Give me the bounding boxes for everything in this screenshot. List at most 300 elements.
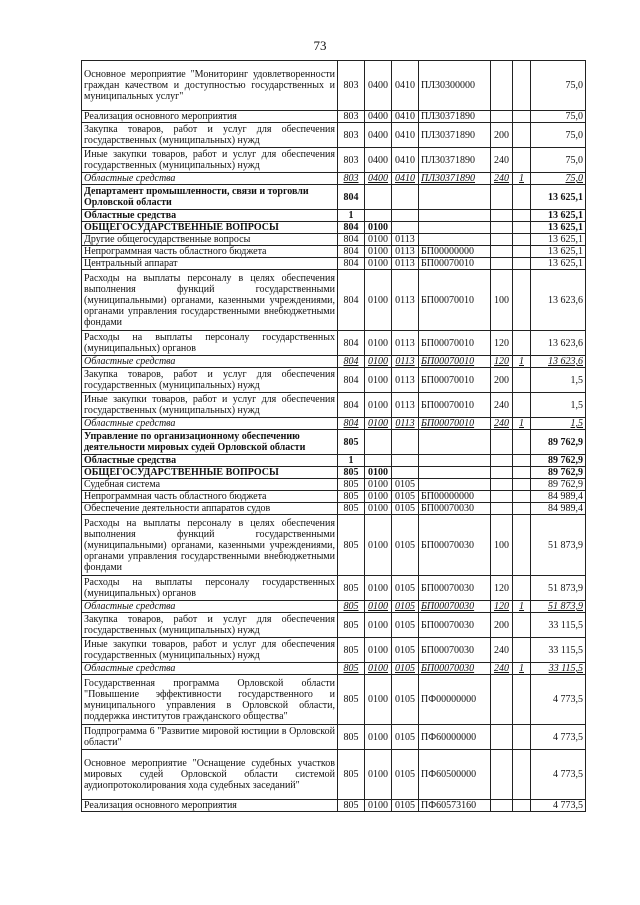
row-source-code bbox=[513, 725, 531, 750]
budget-table bbox=[81, 60, 586, 812]
table-row bbox=[82, 356, 586, 368]
row-grbs-code: 805 bbox=[338, 601, 365, 613]
table-row bbox=[82, 123, 586, 148]
row-amount: 89 762,9 bbox=[531, 467, 586, 479]
row-grbs-code: 804 bbox=[338, 234, 365, 246]
page-number: 73 bbox=[313, 38, 327, 53]
row-expense-type bbox=[491, 185, 513, 210]
row-name: Департамент промышленности, связи и торговли Орловской области bbox=[82, 185, 338, 210]
row-amount: 13 623,6 bbox=[531, 270, 586, 331]
row-source-code: 1 bbox=[513, 418, 531, 430]
table-row bbox=[82, 725, 586, 750]
row-grbs-code: 803 bbox=[338, 111, 365, 123]
row-section-code: 0100 bbox=[365, 503, 392, 515]
row-source-code bbox=[513, 111, 531, 123]
row-section-code: 0100 bbox=[365, 800, 392, 812]
table-row bbox=[82, 515, 586, 576]
row-grbs-code: 805 bbox=[338, 638, 365, 663]
row-section-code: 0100 bbox=[365, 638, 392, 663]
row-name: Иные закупки товаров, работ и услуг для обеспечения государственных (муниципальных) нужд bbox=[82, 638, 338, 663]
row-target-article: ПЛ30371890 bbox=[419, 148, 491, 173]
row-amount: 75,0 bbox=[531, 148, 586, 173]
row-source-code bbox=[513, 638, 531, 663]
row-section-code: 0100 bbox=[365, 663, 392, 675]
row-amount: 89 762,9 bbox=[531, 455, 586, 467]
row-grbs-code: 805 bbox=[338, 800, 365, 812]
row-source-code: 1 bbox=[513, 173, 531, 185]
row-grbs-code: 805 bbox=[338, 750, 365, 800]
table-row bbox=[82, 331, 586, 356]
row-source-code bbox=[513, 479, 531, 491]
row-name: Областные средства bbox=[82, 210, 338, 222]
row-subsection-code bbox=[392, 185, 419, 210]
row-source-code bbox=[513, 455, 531, 467]
table-row bbox=[82, 675, 586, 725]
row-name: Государственная программа Орловской области "Повышение эффективности государственного и муниципального управления в Орловской области, поддержка институтов гражданского общества" bbox=[82, 675, 338, 725]
table-row bbox=[82, 246, 586, 258]
row-grbs-code: 1 bbox=[338, 455, 365, 467]
row-subsection-code: 0105 bbox=[392, 800, 419, 812]
row-target-article: БП00070030 bbox=[419, 576, 491, 601]
row-amount: 1,5 bbox=[531, 368, 586, 393]
row-grbs-code: 803 bbox=[338, 61, 365, 111]
row-subsection-code: 0105 bbox=[392, 750, 419, 800]
row-expense-type: 200 bbox=[491, 613, 513, 638]
row-source-code bbox=[513, 148, 531, 173]
row-target-article: БП00070010 bbox=[419, 258, 491, 270]
row-grbs-code: 805 bbox=[338, 675, 365, 725]
row-name: Непрограммная часть областного бюджета bbox=[82, 246, 338, 258]
row-section-code: 0100 bbox=[365, 246, 392, 258]
row-amount: 75,0 bbox=[531, 111, 586, 123]
table-row bbox=[82, 800, 586, 812]
table-row bbox=[82, 479, 586, 491]
row-target-article: БП00070010 bbox=[419, 356, 491, 368]
row-amount: 4 773,5 bbox=[531, 750, 586, 800]
row-section-code: 0100 bbox=[365, 613, 392, 638]
table-row bbox=[82, 430, 586, 455]
row-expense-type bbox=[491, 222, 513, 234]
row-grbs-code: 804 bbox=[338, 258, 365, 270]
table-row bbox=[82, 613, 586, 638]
row-name: Областные средства bbox=[82, 601, 338, 613]
row-subsection-code: 0113 bbox=[392, 331, 419, 356]
row-expense-type bbox=[491, 467, 513, 479]
row-section-code bbox=[365, 455, 392, 467]
row-source-code bbox=[513, 800, 531, 812]
table-row bbox=[82, 173, 586, 185]
table-row bbox=[82, 455, 586, 467]
row-section-code: 0100 bbox=[365, 576, 392, 601]
row-subsection-code bbox=[392, 430, 419, 455]
row-expense-type bbox=[491, 258, 513, 270]
row-subsection-code: 0105 bbox=[392, 663, 419, 675]
row-target-article: БП00070030 bbox=[419, 503, 491, 515]
row-subsection-code: 0113 bbox=[392, 246, 419, 258]
row-amount: 13 625,1 bbox=[531, 246, 586, 258]
row-name: Непрограммная часть областного бюджета bbox=[82, 491, 338, 503]
table-row bbox=[82, 61, 586, 111]
row-name: Подпрограмма 6 "Развитие мировой юстиции в Орловской области" bbox=[82, 725, 338, 750]
row-expense-type bbox=[491, 430, 513, 455]
row-target-article: БП00070010 bbox=[419, 418, 491, 430]
row-target-article bbox=[419, 210, 491, 222]
row-subsection-code: 0113 bbox=[392, 418, 419, 430]
row-section-code bbox=[365, 430, 392, 455]
row-amount: 13 625,1 bbox=[531, 234, 586, 246]
row-expense-type: 120 bbox=[491, 356, 513, 368]
table-row bbox=[82, 368, 586, 393]
row-amount: 13 623,6 bbox=[531, 356, 586, 368]
table-row bbox=[82, 750, 586, 800]
row-target-article: БП00000000 bbox=[419, 491, 491, 503]
row-source-code bbox=[513, 123, 531, 148]
row-target-article: БП00070010 bbox=[419, 270, 491, 331]
row-source-code bbox=[513, 222, 531, 234]
row-name: Иные закупки товаров, работ и услуг для обеспечения государственных (муниципальных) нужд bbox=[82, 393, 338, 418]
row-amount: 4 773,5 bbox=[531, 675, 586, 725]
table-row bbox=[82, 601, 586, 613]
budget-table-body bbox=[82, 61, 586, 812]
row-expense-type: 240 bbox=[491, 173, 513, 185]
row-grbs-code: 1 bbox=[338, 210, 365, 222]
row-expense-type: 100 bbox=[491, 515, 513, 576]
row-name: Реализация основного мероприятия bbox=[82, 800, 338, 812]
row-subsection-code: 0105 bbox=[392, 503, 419, 515]
row-section-code: 0100 bbox=[365, 234, 392, 246]
row-source-code bbox=[513, 675, 531, 725]
table-row bbox=[82, 234, 586, 246]
table-row bbox=[82, 258, 586, 270]
row-target-article: ПФ00000000 bbox=[419, 675, 491, 725]
row-grbs-code: 805 bbox=[338, 430, 365, 455]
row-amount: 84 989,4 bbox=[531, 491, 586, 503]
row-expense-type bbox=[491, 479, 513, 491]
row-amount: 75,0 bbox=[531, 123, 586, 148]
row-target-article: ПЛ30371890 bbox=[419, 173, 491, 185]
row-section-code: 0400 bbox=[365, 148, 392, 173]
row-subsection-code bbox=[392, 455, 419, 467]
row-source-code: 1 bbox=[513, 356, 531, 368]
row-section-code: 0100 bbox=[365, 331, 392, 356]
row-expense-type bbox=[491, 503, 513, 515]
row-amount: 13 625,1 bbox=[531, 258, 586, 270]
row-section-code: 0100 bbox=[365, 270, 392, 331]
row-subsection-code: 0410 bbox=[392, 173, 419, 185]
row-target-article bbox=[419, 185, 491, 210]
row-source-code bbox=[513, 331, 531, 356]
row-name: Расходы на выплаты персоналу в целях обеспечения выполнения функций государственными (муниципальными) органами, казенными учреждениями, органами управления государственными внебюджетными фондами bbox=[82, 270, 338, 331]
row-source-code bbox=[513, 503, 531, 515]
row-name: Закупка товаров, работ и услуг для обеспечения государственных (муниципальных) нужд bbox=[82, 613, 338, 638]
row-name: Областные средства bbox=[82, 663, 338, 675]
row-grbs-code: 804 bbox=[338, 418, 365, 430]
row-grbs-code: 804 bbox=[338, 246, 365, 258]
row-name: Другие общегосударственные вопросы bbox=[82, 234, 338, 246]
row-name: Закупка товаров, работ и услуг для обеспечения государственных (муниципальных) нужд bbox=[82, 123, 338, 148]
row-target-article: БП00070030 bbox=[419, 515, 491, 576]
table-row bbox=[82, 210, 586, 222]
table-row bbox=[82, 222, 586, 234]
table-row bbox=[82, 393, 586, 418]
table-row bbox=[82, 148, 586, 173]
row-section-code: 0100 bbox=[365, 491, 392, 503]
row-expense-type bbox=[491, 61, 513, 111]
row-name: Реализация основного мероприятия bbox=[82, 111, 338, 123]
row-amount: 4 773,5 bbox=[531, 725, 586, 750]
row-subsection-code: 0105 bbox=[392, 675, 419, 725]
row-target-article bbox=[419, 467, 491, 479]
row-name: Расходы на выплаты персоналу государственных (муниципальных) органов bbox=[82, 331, 338, 356]
row-expense-type bbox=[491, 234, 513, 246]
row-grbs-code: 805 bbox=[338, 479, 365, 491]
row-grbs-code: 805 bbox=[338, 503, 365, 515]
row-section-code: 0100 bbox=[365, 467, 392, 479]
row-expense-type: 100 bbox=[491, 270, 513, 331]
row-grbs-code: 804 bbox=[338, 270, 365, 331]
row-target-article: ПЛ30371890 bbox=[419, 111, 491, 123]
row-source-code bbox=[513, 368, 531, 393]
row-amount: 84 989,4 bbox=[531, 503, 586, 515]
row-expense-type: 200 bbox=[491, 368, 513, 393]
row-grbs-code: 805 bbox=[338, 515, 365, 576]
row-subsection-code: 0113 bbox=[392, 234, 419, 246]
row-expense-type: 240 bbox=[491, 393, 513, 418]
row-expense-type bbox=[491, 455, 513, 467]
row-name: Управление по организационному обеспечению деятельности мировых судей Орловской области bbox=[82, 430, 338, 455]
row-expense-type: 240 bbox=[491, 418, 513, 430]
row-grbs-code: 803 bbox=[338, 123, 365, 148]
row-section-code: 0100 bbox=[365, 368, 392, 393]
row-target-article: БП00070030 bbox=[419, 663, 491, 675]
row-section-code: 0400 bbox=[365, 173, 392, 185]
row-amount: 13 623,6 bbox=[531, 331, 586, 356]
row-amount: 75,0 bbox=[531, 61, 586, 111]
table-row bbox=[82, 418, 586, 430]
row-amount: 51 873,9 bbox=[531, 601, 586, 613]
row-subsection-code: 0410 bbox=[392, 61, 419, 111]
row-name: Областные средства bbox=[82, 455, 338, 467]
row-target-article: ПФ60500000 bbox=[419, 750, 491, 800]
row-grbs-code: 805 bbox=[338, 725, 365, 750]
row-expense-type bbox=[491, 675, 513, 725]
row-subsection-code: 0105 bbox=[392, 725, 419, 750]
row-source-code bbox=[513, 613, 531, 638]
row-amount: 13 625,1 bbox=[531, 210, 586, 222]
row-subsection-code: 0105 bbox=[392, 479, 419, 491]
row-section-code: 0400 bbox=[365, 61, 392, 111]
row-target-article: ПФ60000000 bbox=[419, 725, 491, 750]
row-grbs-code: 803 bbox=[338, 148, 365, 173]
row-target-article bbox=[419, 234, 491, 246]
row-target-article: БП00070010 bbox=[419, 331, 491, 356]
row-subsection-code: 0113 bbox=[392, 393, 419, 418]
table-row bbox=[82, 576, 586, 601]
row-expense-type bbox=[491, 111, 513, 123]
row-amount: 33 115,5 bbox=[531, 638, 586, 663]
row-expense-type bbox=[491, 750, 513, 800]
row-section-code: 0100 bbox=[365, 393, 392, 418]
row-subsection-code: 0105 bbox=[392, 601, 419, 613]
row-subsection-code: 0113 bbox=[392, 356, 419, 368]
row-section-code bbox=[365, 185, 392, 210]
row-target-article bbox=[419, 430, 491, 455]
row-source-code bbox=[513, 491, 531, 503]
row-expense-type: 240 bbox=[491, 663, 513, 675]
row-section-code: 0400 bbox=[365, 123, 392, 148]
row-expense-type: 240 bbox=[491, 148, 513, 173]
row-name: Иные закупки товаров, работ и услуг для обеспечения государственных (муниципальных) нужд bbox=[82, 148, 338, 173]
row-source-code: 1 bbox=[513, 663, 531, 675]
row-target-article: БП00000000 bbox=[419, 246, 491, 258]
row-expense-type: 200 bbox=[491, 123, 513, 148]
row-name: Основное мероприятие "Мониторинг удовлетворенности граждан качеством и доступностью государственных и муниципальных услуг" bbox=[82, 61, 338, 111]
row-expense-type: 120 bbox=[491, 576, 513, 601]
row-expense-type bbox=[491, 800, 513, 812]
row-grbs-code: 805 bbox=[338, 491, 365, 503]
row-section-code: 0100 bbox=[365, 258, 392, 270]
row-name: Судебная система bbox=[82, 479, 338, 491]
row-target-article: БП00070030 bbox=[419, 601, 491, 613]
row-name: Основное мероприятие "Оснащение судебных участков мировых судей Орловской области системой аудиопротоколирования хода судебных заседаний" bbox=[82, 750, 338, 800]
row-amount: 89 762,9 bbox=[531, 430, 586, 455]
row-source-code bbox=[513, 750, 531, 800]
row-amount: 1,5 bbox=[531, 393, 586, 418]
row-section-code: 0400 bbox=[365, 111, 392, 123]
row-grbs-code: 805 bbox=[338, 663, 365, 675]
row-amount: 13 625,1 bbox=[531, 185, 586, 210]
row-target-article: БП00070030 bbox=[419, 613, 491, 638]
row-subsection-code bbox=[392, 210, 419, 222]
row-target-article: БП00070010 bbox=[419, 393, 491, 418]
row-section-code: 0100 bbox=[365, 725, 392, 750]
row-section-code: 0100 bbox=[365, 601, 392, 613]
row-name: Центральный аппарат bbox=[82, 258, 338, 270]
row-subsection-code bbox=[392, 222, 419, 234]
row-name: Расходы на выплаты персоналу государственных (муниципальных) органов bbox=[82, 576, 338, 601]
row-subsection-code: 0113 bbox=[392, 258, 419, 270]
row-name: ОБЩЕГОСУДАРСТВЕННЫЕ ВОПРОСЫ bbox=[82, 222, 338, 234]
row-source-code bbox=[513, 576, 531, 601]
row-grbs-code: 804 bbox=[338, 356, 365, 368]
row-section-code bbox=[365, 210, 392, 222]
row-name: Областные средства bbox=[82, 173, 338, 185]
row-target-article: ПЛ30300000 bbox=[419, 61, 491, 111]
table-row bbox=[82, 467, 586, 479]
row-amount: 89 762,9 bbox=[531, 479, 586, 491]
row-name: Областные средства bbox=[82, 356, 338, 368]
row-name: Расходы на выплаты персоналу в целях обеспечения выполнения функций государственными (муниципальными) органами, казенными учреждениями, органами управления государственными внебюджетными фондами bbox=[82, 515, 338, 576]
row-amount: 51 873,9 bbox=[531, 576, 586, 601]
table-row bbox=[82, 663, 586, 675]
row-subsection-code: 0113 bbox=[392, 368, 419, 393]
row-section-code: 0100 bbox=[365, 356, 392, 368]
row-source-code bbox=[513, 210, 531, 222]
row-source-code bbox=[513, 185, 531, 210]
table-row bbox=[82, 111, 586, 123]
row-grbs-code: 805 bbox=[338, 613, 365, 638]
table-row bbox=[82, 503, 586, 515]
row-subsection-code: 0113 bbox=[392, 270, 419, 331]
row-section-code: 0100 bbox=[365, 750, 392, 800]
row-subsection-code: 0105 bbox=[392, 576, 419, 601]
row-source-code bbox=[513, 246, 531, 258]
row-amount: 33 115,5 bbox=[531, 663, 586, 675]
row-section-code: 0100 bbox=[365, 675, 392, 725]
row-subsection-code bbox=[392, 467, 419, 479]
row-grbs-code: 805 bbox=[338, 576, 365, 601]
row-source-code bbox=[513, 393, 531, 418]
row-expense-type: 120 bbox=[491, 331, 513, 356]
row-amount: 75,0 bbox=[531, 173, 586, 185]
row-source-code bbox=[513, 515, 531, 576]
table-row bbox=[82, 270, 586, 331]
row-target-article: ПЛ30371890 bbox=[419, 123, 491, 148]
row-expense-type: 240 bbox=[491, 638, 513, 663]
row-amount: 13 625,1 bbox=[531, 222, 586, 234]
table-row bbox=[82, 491, 586, 503]
row-subsection-code: 0410 bbox=[392, 123, 419, 148]
row-target-article bbox=[419, 479, 491, 491]
row-target-article bbox=[419, 222, 491, 234]
row-grbs-code: 804 bbox=[338, 185, 365, 210]
row-target-article: БП00070010 bbox=[419, 368, 491, 393]
row-grbs-code: 804 bbox=[338, 331, 365, 356]
row-subsection-code: 0105 bbox=[392, 515, 419, 576]
row-section-code: 0100 bbox=[365, 479, 392, 491]
row-grbs-code: 805 bbox=[338, 467, 365, 479]
row-amount: 4 773,5 bbox=[531, 800, 586, 812]
row-expense-type bbox=[491, 210, 513, 222]
row-amount: 51 873,9 bbox=[531, 515, 586, 576]
row-source-code bbox=[513, 270, 531, 331]
row-expense-type bbox=[491, 725, 513, 750]
row-subsection-code: 0410 bbox=[392, 111, 419, 123]
row-grbs-code: 803 bbox=[338, 173, 365, 185]
row-section-code: 0100 bbox=[365, 418, 392, 430]
row-subsection-code: 0410 bbox=[392, 148, 419, 173]
row-subsection-code: 0105 bbox=[392, 491, 419, 503]
row-source-code bbox=[513, 258, 531, 270]
row-grbs-code: 804 bbox=[338, 393, 365, 418]
row-expense-type bbox=[491, 491, 513, 503]
row-source-code bbox=[513, 467, 531, 479]
row-target-article bbox=[419, 455, 491, 467]
row-subsection-code: 0105 bbox=[392, 613, 419, 638]
row-section-code: 0100 bbox=[365, 515, 392, 576]
row-subsection-code: 0105 bbox=[392, 638, 419, 663]
row-amount: 33 115,5 bbox=[531, 613, 586, 638]
row-name: Закупка товаров, работ и услуг для обеспечения государственных (муниципальных) нужд bbox=[82, 368, 338, 393]
row-source-code: 1 bbox=[513, 601, 531, 613]
row-source-code bbox=[513, 61, 531, 111]
table-row bbox=[82, 185, 586, 210]
row-target-article: ПФ60573160 bbox=[419, 800, 491, 812]
row-source-code bbox=[513, 430, 531, 455]
row-expense-type: 120 bbox=[491, 601, 513, 613]
row-source-code bbox=[513, 234, 531, 246]
row-grbs-code: 804 bbox=[338, 368, 365, 393]
table-row bbox=[82, 638, 586, 663]
row-expense-type bbox=[491, 246, 513, 258]
row-name: Обеспечение деятельности аппаратов судов bbox=[82, 503, 338, 515]
row-name: ОБЩЕГОСУДАРСТВЕННЫЕ ВОПРОСЫ bbox=[82, 467, 338, 479]
row-amount: 1,5 bbox=[531, 418, 586, 430]
row-section-code: 0100 bbox=[365, 222, 392, 234]
row-grbs-code: 804 bbox=[338, 222, 365, 234]
row-target-article: БП00070030 bbox=[419, 638, 491, 663]
row-name: Областные средства bbox=[82, 418, 338, 430]
